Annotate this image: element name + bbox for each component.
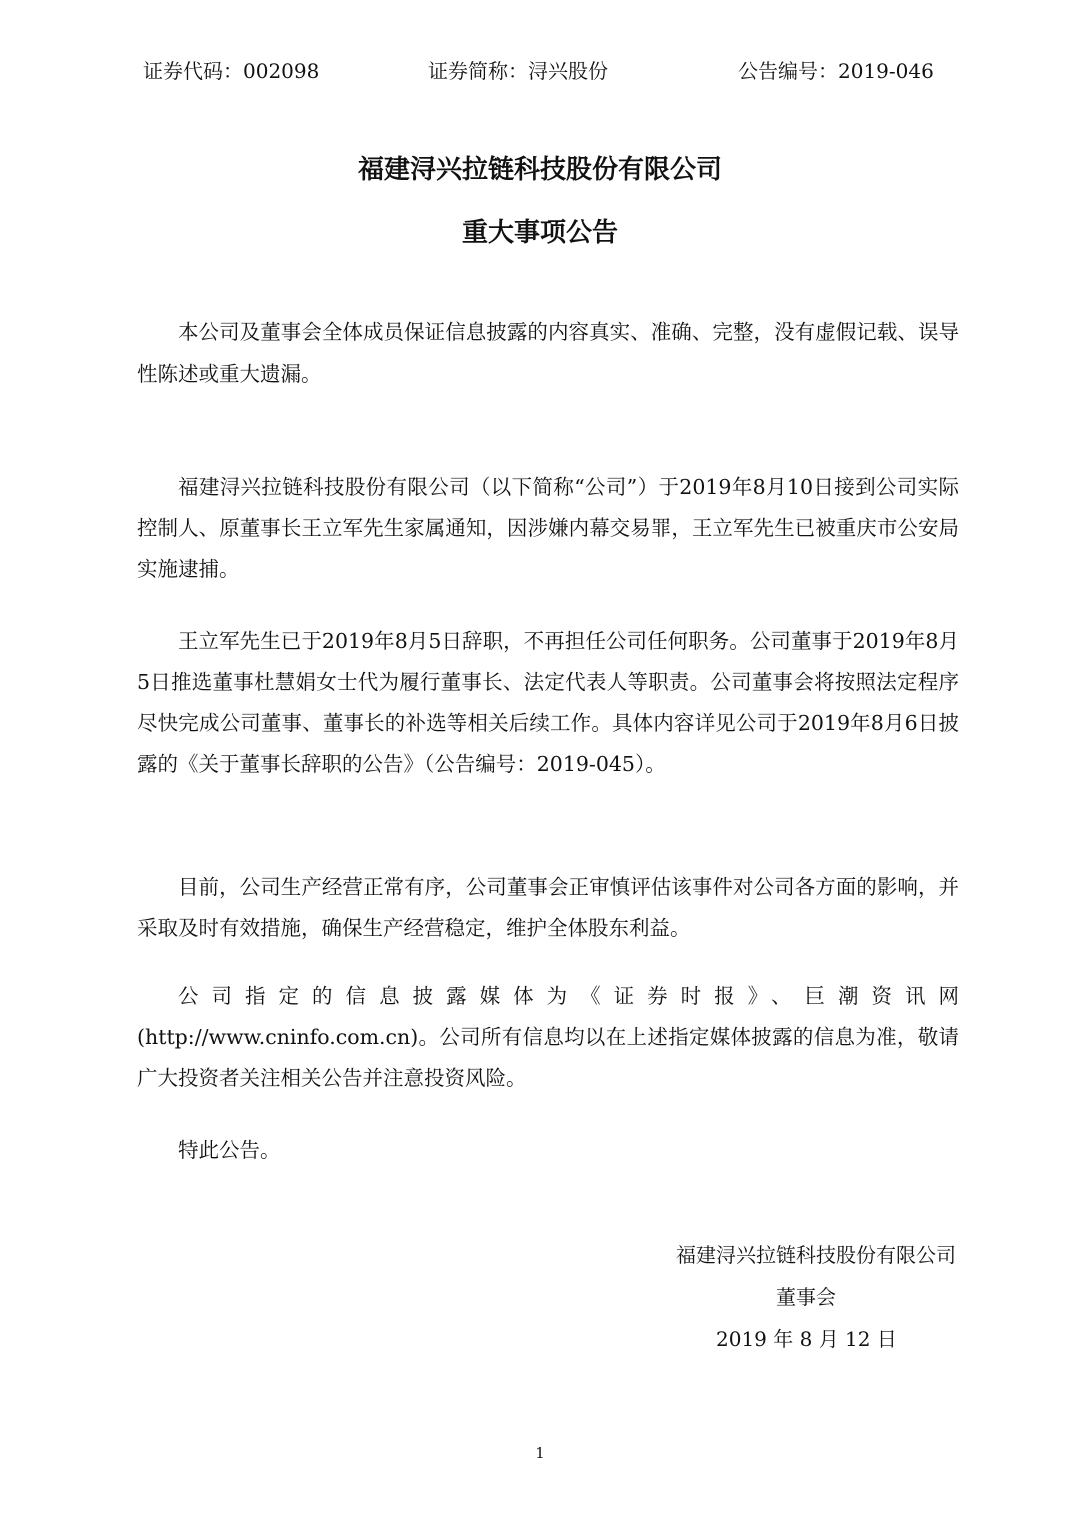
page-number: 1 [535, 1444, 545, 1462]
disclosure-statement: 本公司及董事会全体成员保证信息披露的内容真实、准确、完整，没有虚假记载、误导性陈述或重大遗漏。 [137, 320, 959, 386]
stock-short-name: 证券简称：浔兴股份 [428, 59, 608, 83]
paragraph-media: 公司指定的信息披露媒体为《证券时报》、巨潮资讯网(http://www.cninfo.com.cn)。公司所有信息均以在上述指定媒体披露的信息为准，敬请广大投资者关注相关公告并注意投资风险。 [137, 984, 959, 1090]
paragraph-resignation: 王立军先生已于2019年8月5日辞职，不再担任公司任何职务。公司董事于2019年8月5日推选董事杜慧娟女士代为履行董事长、法定代表人等职责。公司董事会将按照法定程序尽快完成公司董事、董事长的补选等相关后续工作。具体内容详见公司于2019年8月6日披露的《关于董事长辞职的公告》（公告编号：2019-045）。 [137, 629, 959, 776]
signature-company: 福建浔兴拉链科技股份有限公司 [676, 1243, 956, 1267]
company-title: 福建浔兴拉链科技股份有限公司 [357, 155, 722, 185]
paragraph-operations: 目前，公司生产经营正常有序，公司董事会正审慎评估该事件对公司各方面的影响，并采取及时有效措施，确保生产经营稳定，维护全体股东利益。 [137, 875, 959, 940]
signature-date: 2019 年 8 月 12 日 [716, 1327, 897, 1351]
paragraph-arrest-notice: 福建浔兴拉链科技股份有限公司（以下简称“公司”）于2019年8月10日接到公司实际控制人、原董事长王立军先生家属通知，因涉嫌内幕交易罪，王立军先生已被重庆市公安局实施逮捕。 [137, 475, 959, 581]
stock-code: 证券代码：002098 [143, 59, 320, 83]
signature-board: 董事会 [776, 1285, 836, 1309]
notice-title: 重大事项公告 [461, 218, 618, 248]
paragraph-closing: 特此公告。 [178, 1138, 281, 1162]
document-header [0, 54, 1080, 88]
notice-number: 公告编号：2019-046 [738, 59, 934, 83]
